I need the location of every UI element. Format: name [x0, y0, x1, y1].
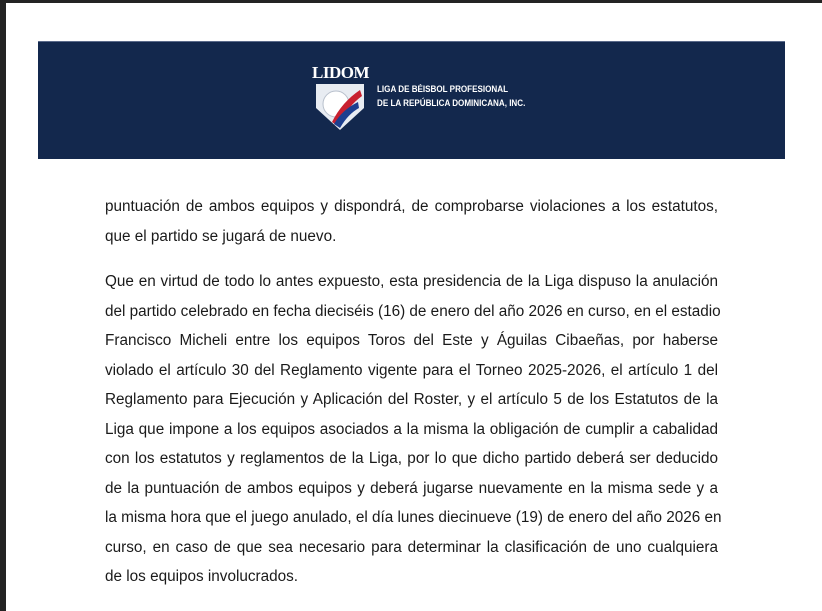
text-line: con los estatutos y reglamentos de la Liga, por lo que dicho partido deberá ser deducido — [105, 450, 718, 467]
document-body — [105, 192, 722, 592]
text-line: puntuación de ambos equipos y dispondrá, de comprobarse violaciones a los estatutos, — [105, 198, 718, 215]
text-line: Francisco Micheli entre los equipos Toros del Este y Águilas Cibaeñas, por haberse — [105, 332, 718, 349]
text-line: de la puntuación de ambos equipos y deberá jugarse nuevamente en la misma sede y a — [105, 479, 718, 497]
logo-wordmark: LIDOM — [312, 63, 369, 82]
text-line: Que en virtud de todo lo antes expuesto, esta presidencia de la Liga dispuso la anulación — [105, 273, 718, 290]
text-line: del partido celebrado en fecha dieciséis (16) de enero del año 2026 en curso, en el estadio — [105, 302, 721, 320]
paragraph-1 — [105, 192, 718, 251]
org-name-line-2: DE LA REPÚBLICA DOMINICANA, INC. — [377, 98, 526, 109]
text-line: Liga que impone a los equipos asociados a la misma la obligación de cumplir a cabalidad — [105, 420, 718, 438]
text-line: la misma hora que el juego anulado, el día lunes diecinueve (19) de enero del año 2026 en — [105, 509, 722, 526]
text-line: de los equipos involucrados. — [105, 568, 299, 585]
organization-name — [377, 83, 525, 111]
text-line: violado el artículo 30 del Reglamento vigente para el Torneo 2025-2026, el artículo 1 del — [105, 361, 718, 379]
org-name-line-1: LIGA DE BÉISBOL PROFESIONAL — [377, 84, 509, 95]
text-line: Reglamento para Ejecución y Aplicación del Roster, y el artículo 5 de los Estatutos de la — [105, 391, 718, 408]
paragraph-2 — [105, 267, 722, 592]
viewer-frame-top — [0, 0, 822, 3]
viewer-frame-left — [0, 0, 6, 611]
text-line: curso, en caso de que sea necesario para determinar la clasificación de uno cualquiera — [105, 538, 718, 556]
text-line: que el partido se jugará de nuevo. — [105, 227, 337, 245]
